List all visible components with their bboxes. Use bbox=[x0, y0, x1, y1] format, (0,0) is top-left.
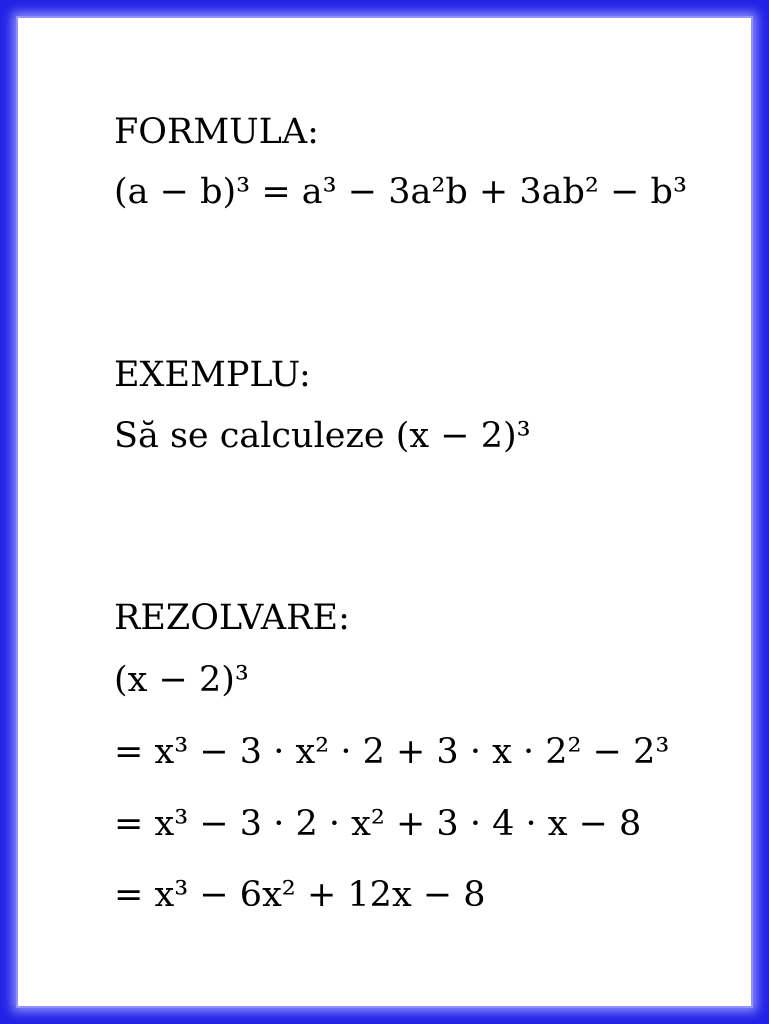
solution-step: = x³ − 3 · 2 · x² + 3 · 4 · x − 8 bbox=[114, 804, 642, 844]
worksheet-page bbox=[18, 18, 751, 1006]
solution-step: = x³ − 6x² + 12x − 8 bbox=[114, 875, 486, 915]
solution-step: (x − 2)³ bbox=[114, 660, 249, 700]
solution-step: = x³ − 3 · x² · 2 + 3 · x · 2² − 2³ bbox=[114, 732, 670, 772]
formula-heading: FORMULA: bbox=[114, 112, 319, 152]
formula-expression: (a − b)³ = a³ − 3a²b + 3ab² − b³ bbox=[114, 172, 687, 212]
solution-heading: REZOLVARE: bbox=[114, 598, 350, 638]
example-heading: EXEMPLU: bbox=[114, 355, 311, 395]
example-prompt: Să se calculeze (x − 2)³ bbox=[114, 416, 531, 456]
